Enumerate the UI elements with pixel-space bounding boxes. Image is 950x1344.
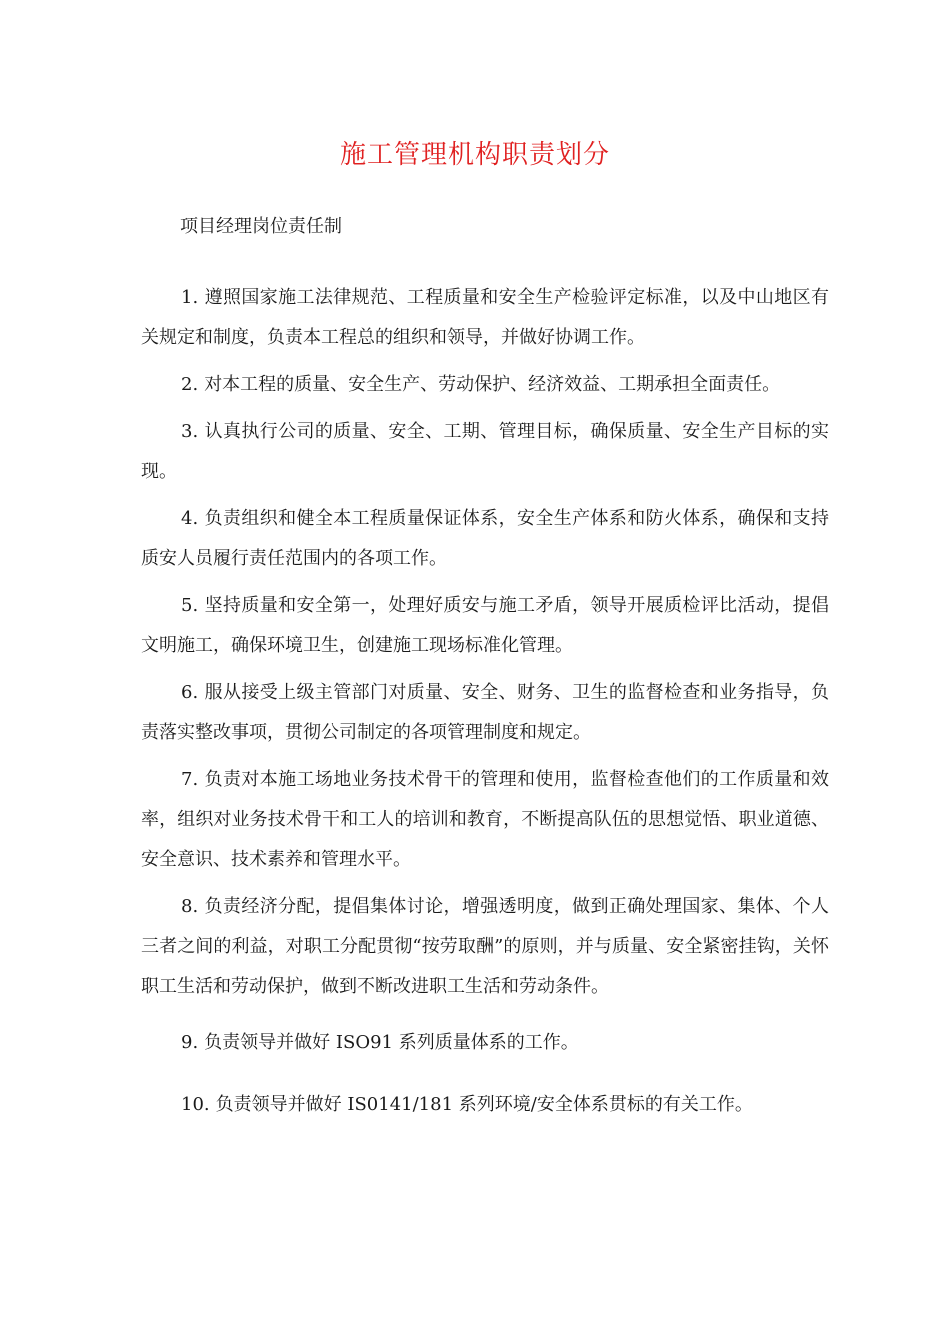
list-item xyxy=(141,365,829,405)
document-title: 施工管理机构职责划分 xyxy=(339,140,610,170)
item-text: 服从接受上级主管部门对质量、安全、财务、卫生的监督检查和业务指导，负责落实整改事项，贯彻公司制定的各项管理制度和规定。 xyxy=(141,682,829,743)
item-text: 遵照国家施工法律规范、工程质量和安全生产检验评定标准，以及中山地区有关规定和制度，负责本工程总的组织和领导，并做好协调工作。 xyxy=(141,287,829,348)
item-number: 8. xyxy=(181,896,199,917)
item-text: 负责经济分配，提倡集体讨论，增强透明度，做到正确处理国家、集体、个人三者之间的利益，对职工分配贯彻“按劳取酬”的原则，并与质量、安全紧密挂钩，关怀职工生活和劳动保护，做到不断改进职工生活和劳动条件。 xyxy=(141,896,829,997)
section-heading: 项目经理岗位责任制 xyxy=(180,216,342,237)
item-number: 3. xyxy=(181,421,199,442)
list-item xyxy=(141,1023,829,1063)
list-item xyxy=(141,499,829,579)
list-item xyxy=(141,278,829,358)
item-number: 5. xyxy=(181,595,199,616)
list-item xyxy=(141,887,829,1007)
list-item xyxy=(141,760,829,880)
list-item xyxy=(141,1085,829,1125)
responsibility-list xyxy=(141,278,829,1132)
item-text: 对本工程的质量、安全生产、劳动保护、经济效益、工期承担全面责任。 xyxy=(204,374,781,395)
item-number: 1. xyxy=(181,287,199,308)
list-item xyxy=(141,412,829,492)
item-text: 坚持质量和安全第一，处理好质安与施工矛盾，领导开展质检评比活动，提倡文明施工，确保环境卫生，创建施工现场标准化管理。 xyxy=(141,595,829,656)
item-text: 负责领导并做好 IS0141/181 系列环境/安全体系贯标的有关工作。 xyxy=(215,1094,753,1115)
item-text: 负责领导并做好 ISO91 系列质量体系的工作。 xyxy=(204,1032,579,1053)
list-item xyxy=(141,673,829,753)
item-text: 负责对本施工场地业务技术骨干的管理和使用，监督检查他们的工作质量和效率，组织对业务技术骨干和工人的培训和教育，不断提高队伍的思想觉悟、职业道德、安全意识、技术素养和管理水平。 xyxy=(141,769,829,870)
item-number: 4. xyxy=(181,508,199,529)
item-number: 10. xyxy=(181,1094,210,1115)
list-item xyxy=(141,586,829,666)
item-number: 2. xyxy=(181,374,199,395)
item-number: 9. xyxy=(181,1032,199,1053)
item-text: 负责组织和健全本工程质量保证体系，安全生产体系和防火体系，确保和支持质安人员履行责任范围内的各项工作。 xyxy=(141,508,829,569)
item-number: 6. xyxy=(181,682,199,703)
item-number: 7. xyxy=(181,769,199,790)
item-text: 认真执行公司的质量、安全、工期、管理目标，确保质量、安全生产目标的实现。 xyxy=(141,421,829,482)
